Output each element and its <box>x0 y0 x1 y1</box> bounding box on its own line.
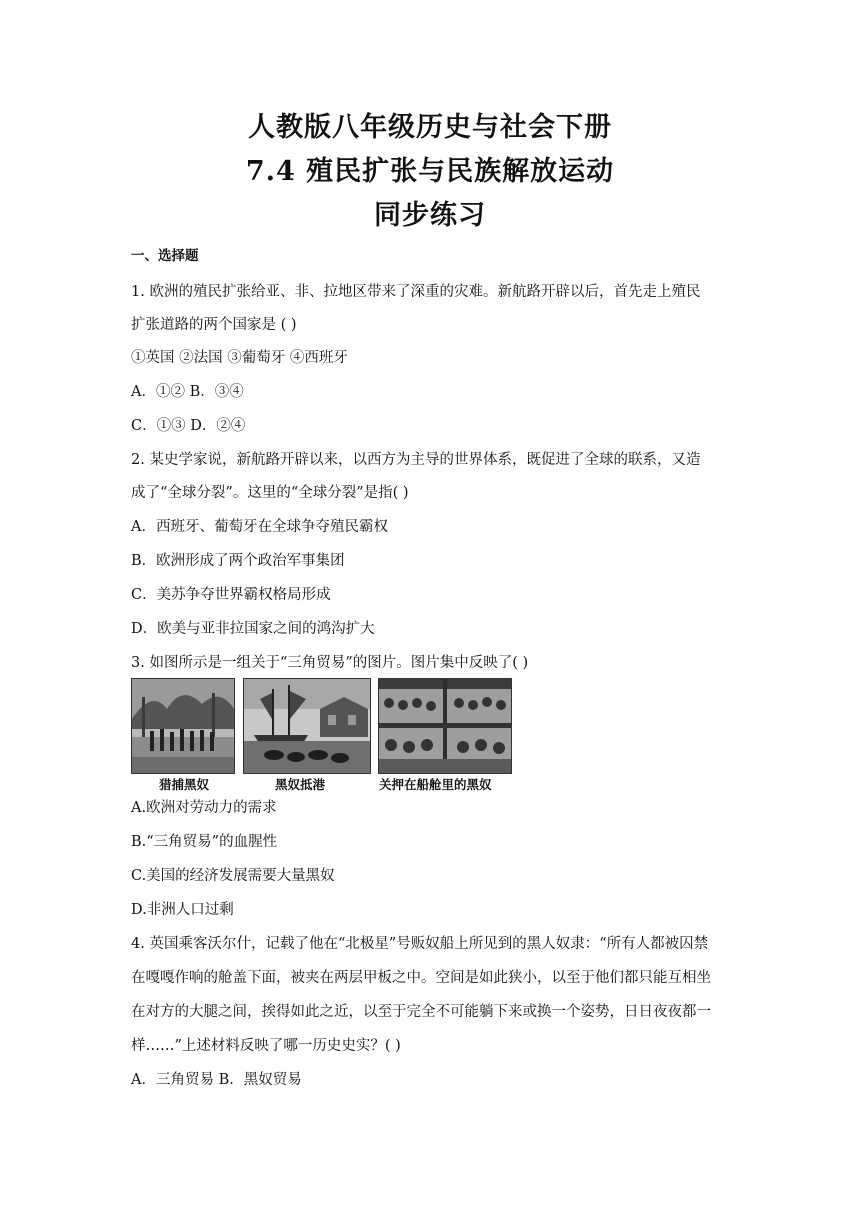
q4-stem-line-3: 在对方的大腿之间，挨得如此之近，以至于完全不可能躺下来或换一个姿势，日日夜夜都一 <box>131 1004 711 1020</box>
caption-slave-capture: 猎捕黑奴 <box>159 777 210 792</box>
q2-option-b: B．欧洲形成了两个政治军事集团 <box>131 553 345 569</box>
q4-stem-line-1: 4. 英国乘客沃尔什，记载了他在“北极星”号贩奴船上所见到的黑人奴隶：“所有人都被囚禁 <box>131 936 709 952</box>
q3-option-c: C.美国的经济发展需要大量黑奴 <box>131 868 335 884</box>
section-heading: 一、选择题 <box>131 248 199 264</box>
title-lesson: 7.4 殖民扩张与民族解放运动 <box>245 156 615 187</box>
photo-ship-hold <box>378 678 512 774</box>
title-textbook: 人教版八年级历史与社会下册 <box>248 112 612 143</box>
q3-image-strip <box>131 678 521 798</box>
q3-option-b: B.“三角贸易”的血腥性 <box>131 834 278 850</box>
q2-option-a: A．西班牙、葡萄牙在全球争夺殖民霸权 <box>131 519 388 535</box>
q4-stem-line-2: 在嘎嘎作响的舱盖下面，被夹在两层甲板之中。空间是如此狭小，以至于他们都只能互相坐 <box>131 970 711 986</box>
caption-slave-ship-port: 黑奴抵港 <box>275 777 326 792</box>
photo-slave-capture <box>131 678 235 774</box>
q4-options-ab: A．三角贸易 B．黑奴贸易 <box>131 1072 302 1088</box>
q1-stem-line-1: 1. 欧洲的殖民扩张给亚、非、拉地区带来了深重的灾难。新航路开辟以后，首先走上殖民 <box>131 284 701 300</box>
q3-option-a: A.欧洲对劳动力的需求 <box>131 800 277 816</box>
caption-ship-hold: 关押在船舱里的黑奴 <box>379 777 492 792</box>
q1-stem-line-2: 扩张道路的两个国家是 ( ) <box>131 317 297 333</box>
title-practice: 同步练习 <box>374 200 486 231</box>
q1-choices: ①英国 ②法国 ③葡萄牙 ④西班牙 <box>131 350 348 366</box>
q1-options-ab: A．①② B．③④ <box>131 384 244 400</box>
q2-stem-line-2: 成了“全球分裂”。这里的“全球分裂”是指( ) <box>131 485 409 501</box>
q3-option-d: D.非洲人口过剩 <box>131 902 234 918</box>
q2-option-c: C．美苏争夺世界霸权格局形成 <box>131 587 331 603</box>
q4-stem-line-4: 样……”上述材料反映了哪一历史史实？( ) <box>131 1038 401 1054</box>
q2-option-d: D．欧美与亚非拉国家之间的鸿沟扩大 <box>131 621 375 637</box>
q2-stem-line-1: 2. 某史学家说，新航路开辟以来，以西方为主导的世界体系，既促进了全球的联系，又造 <box>131 452 701 468</box>
photo-slave-ship-port <box>243 678 371 774</box>
q1-options-cd: C．①③ D．②④ <box>131 418 246 434</box>
q3-stem-line-1: 3. 如图所示是一组关于“三角贸易”的图片。图片集中反映了( ) <box>131 655 529 671</box>
